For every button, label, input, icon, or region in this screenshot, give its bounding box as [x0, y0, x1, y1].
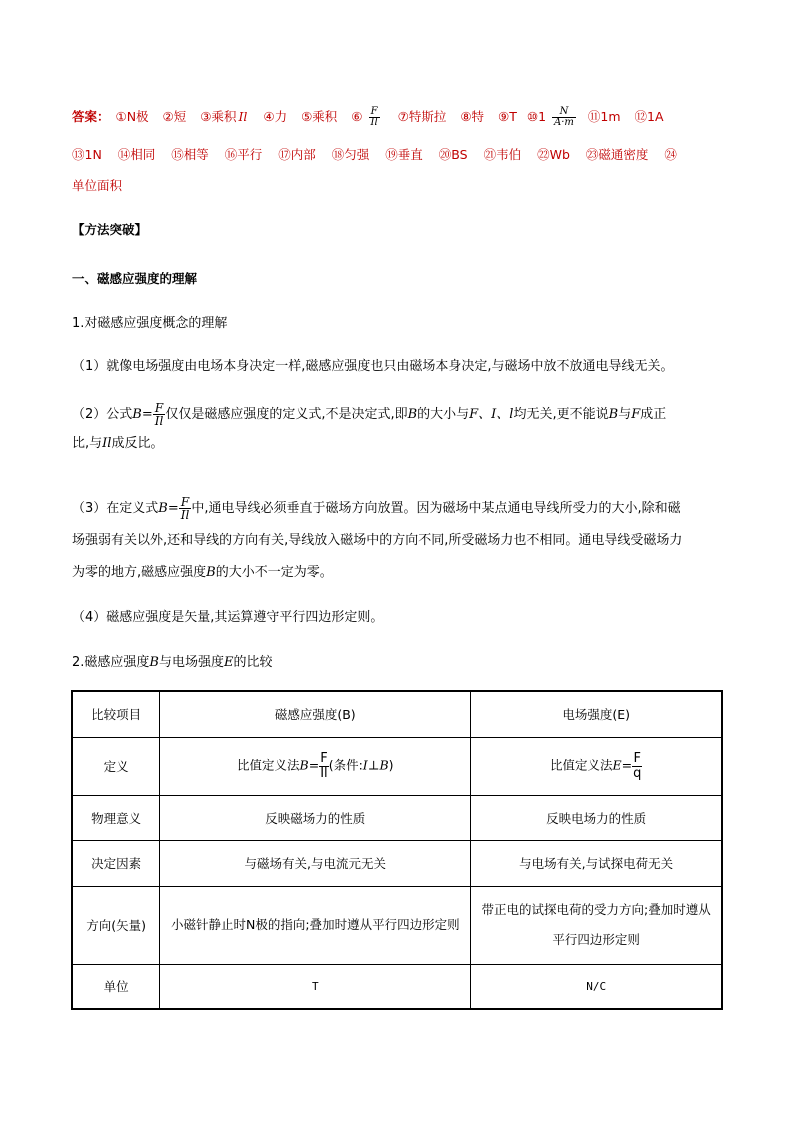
answer-11: ⑪1m [587, 109, 621, 124]
table-cell: 与电场有关,与试探电荷无关 [471, 840, 722, 886]
table-cell: 定义 [72, 737, 160, 795]
answer-3: ③乘积 Il [200, 109, 248, 124]
paragraph-1: （1）就像电场强度由电场本身决定一样,磁感应强度也只由磁场本身决定,与磁场中放不放通电导线无关。 [72, 359, 674, 374]
table-cell: T [160, 964, 471, 1009]
answer-24: ㉔ [664, 147, 677, 162]
section-title: 【方法突破】 [72, 222, 148, 237]
table-header-cell: 比较项目 [72, 691, 160, 737]
answer-2: ②短 [162, 109, 187, 124]
paragraph-3: （3）在定义式B= $\frac{F}{Il}$ 中,通电导线必须垂直于磁场方向放置。因为磁场中某点通电导线所受力的大小,除和磁 场强弱有关以外,还和导线的方向有关,导线放入磁场中的方向不同,所受磁场力也不相同。通电导线受磁场力 为零的地方,磁感应强度B的大小不一定为零。 [72, 495, 683, 580]
answer-5: ⑤乘积 [301, 109, 338, 124]
answer-17: ⑰内部 [278, 147, 316, 162]
comparison-table [71, 690, 723, 1010]
answer-23: ㉓磁通密度 [585, 147, 649, 162]
answer-6: ⑥ $\frac{F}{Il}$ [351, 106, 378, 128]
table-cell: 带正电的试探电荷的受力方向;叠加时遵从平行四边形定则 [471, 886, 722, 964]
table-cell: 比值定义法E= $\frac{F}{q}$ [471, 737, 722, 795]
answer-10: ⑩1 $\frac{N}{A\cdot m}$ [526, 106, 574, 128]
answers-label: 答案： [72, 109, 110, 124]
table-header-cell: 电场强度(E) [471, 691, 722, 737]
answer-19: ⑲垂直 [385, 147, 423, 162]
table-cell: 方向(矢量) [72, 886, 160, 964]
subheading-2: 2.磁感应强度B与电场强度E的比较 [72, 655, 273, 670]
answers-line-3 [72, 176, 124, 194]
table-row [72, 964, 722, 1009]
table-cell: 决定因素 [72, 840, 160, 886]
table-row-definition [72, 737, 722, 795]
answer-4: ④力 [263, 109, 288, 124]
answer-21: ㉑韦伯 [483, 147, 522, 162]
table-row [72, 840, 722, 886]
heading-1: 一、磁感应强度的理解 [72, 271, 198, 286]
answer-20: ⑳BS [438, 147, 468, 162]
answer-24-cont: 单位面积 [72, 178, 123, 193]
table-cell: N/C [471, 964, 722, 1009]
table-cell: 反映电场力的性质 [471, 795, 722, 840]
answer-1: ①N极 [115, 109, 149, 124]
answer-22: ㉒Wb [537, 147, 570, 162]
answer-15: ⑮相等 [171, 147, 209, 162]
table-cell: 反映磁场力的性质 [160, 795, 471, 840]
table-cell: 物理意义 [72, 795, 160, 840]
table-cell: 比值定义法B= $\frac{F}{Il}$ (条件:I⊥B) [160, 737, 471, 795]
answer-13: ⑬1N [72, 147, 102, 162]
answer-16: ⑯平行 [224, 147, 263, 162]
answers-line-2 [72, 145, 679, 163]
answer-12: ⑫1A [634, 109, 664, 124]
answer-18: ⑱匀强 [331, 147, 370, 162]
table-cell: 单位 [72, 964, 160, 1009]
subheading-1: 1.对磁感应强度概念的理解 [72, 316, 228, 331]
answer-8: ⑧特 [460, 109, 485, 124]
answers-line-1 [72, 107, 666, 128]
answer-9: ⑨T [498, 109, 517, 124]
answer-14: ⑭相同 [117, 147, 156, 162]
table-row [72, 886, 722, 964]
paragraph-2: （2）公式B= $\frac{F}{Il}$ 仅仅是磁感应强度的定义式,不是决定式,即B的大小与F、I、l均无关,更不能说B与F成正 比,与Il成反比。 [72, 401, 667, 451]
table-header-row [72, 691, 722, 737]
table-cell: 小磁针静止时N极的指向;叠加时遵从平行四边形定则 [160, 886, 471, 964]
table-cell: 与磁场有关,与电流元无关 [160, 840, 471, 886]
table-row [72, 795, 722, 840]
answer-7: ⑦特斯拉 [397, 109, 447, 124]
table-header-cell: 磁感应强度(B) [160, 691, 471, 737]
paragraph-4: （4）磁感应强度是矢量,其运算遵守平行四边形定则。 [72, 610, 384, 625]
